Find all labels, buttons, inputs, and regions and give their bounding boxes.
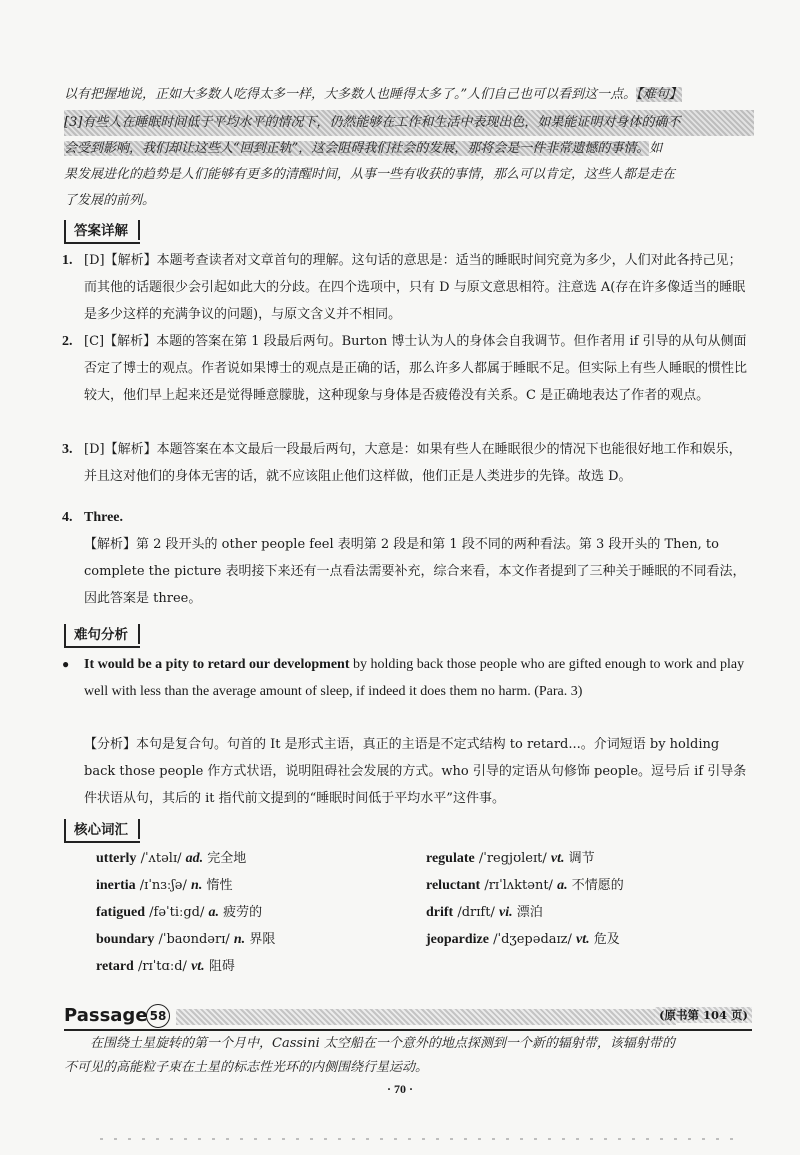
top-line-3-end: 如	[649, 141, 663, 156]
top-line-1: 以有把握地说，正如大多数人吃得太多一样，大多数人也睡得太多了。”人们自己也可以看到这一点。	[64, 87, 637, 102]
passage-bar	[64, 1003, 752, 1031]
difficult-sentence-tag: 【难句】	[636, 87, 682, 102]
difficult-sentence	[62, 651, 752, 705]
top-paragraph	[64, 82, 754, 214]
vocab-list-right	[426, 845, 746, 953]
passage-intro	[64, 1032, 754, 1080]
answer-number: 3.	[62, 442, 73, 457]
vocab-entry: inertia /ɪˈnɜːʃə/ n. 惰性	[96, 878, 233, 893]
vocab-entry: boundary /ˈbaʊndərɪ/ n. 界限	[96, 932, 276, 947]
bullet-icon: ●	[62, 657, 70, 671]
top-line-2: [3]有些人在睡眠时间低于平均水平的情况下，仍然能够在工作和生活中表现出色，如果能证明对身体的确不	[64, 110, 754, 136]
top-line-3: 会受到影响，我们却让这些人“回到正轨”，这会阻碍我们社会的发展，那将会是一件非常遗憾的事情。	[64, 141, 650, 156]
answer-item	[62, 247, 752, 328]
answer-number: 4.	[62, 510, 73, 525]
passage-label: Passage	[64, 1005, 148, 1026]
answer-item	[62, 328, 752, 409]
passage-number: 58	[146, 1004, 170, 1028]
vocab-entry: jeopardize /ˈdʒepədaɪz/ vt. 危及	[426, 932, 620, 947]
answer-text: 【解析】第 2 段开头的 other people feel 表明第 2 段是和第 1 段不同的两种看法。第 3 段开头的 Then, to complete the picture 表明接下来还有一点看法需要补充，综合来看，本文作者提到了三种关于睡眠的不同看法，因此答案是 three。	[84, 537, 746, 606]
passage-reference: (原书第 104 页)	[655, 1007, 752, 1023]
difficult-sentence-rest: by holding back those people who are gifted enough to work and play well with less than the average amount of sleep, if indeed it does them no harm. (Para. 3)	[84, 657, 745, 699]
answers-header: 答案详解	[64, 220, 140, 244]
vocab-entry: reluctant /rɪˈlʌktənt/ a. 不情愿的	[426, 878, 624, 893]
answer-number: 2.	[62, 334, 73, 349]
intro-line-2: 不可见的高能粒子束在土星的标志性光环的内侧围绕行星运动。	[64, 1060, 429, 1075]
answer-item-4	[62, 504, 752, 612]
passage-bar-pattern	[176, 1009, 676, 1025]
answer-text: [D]【解析】本题考查读者对文章首句的理解。这句话的意思是：适当的睡眠时间究竟为多少，人们对此各持己见；而其他的话题很少会引起如此大的分歧。在四个选项中，只有 D 与原文意思相符。注意选 A(存在许多像适当的睡眠是多少这样的充满争议的问题)，与原文含义并不相同。	[84, 253, 746, 322]
difficult-header: 难句分析	[64, 624, 140, 648]
answer-text: [D]【解析】本题答案在本文最后一段最后两句，大意是：如果有些人在睡眠很少的情况下也能很好地工作和娱乐，并且这对他们的身体无害的话，就不应该阻止他们这样做，他们正是人类进步的先锋。故选 D。	[84, 442, 742, 484]
difficult-sentence-bold: It would be a pity to retard our development	[84, 657, 350, 672]
answer-number: 1.	[62, 253, 73, 268]
vocab-entry: utterly /ˈʌtəlɪ/ ad. 完全地	[96, 851, 247, 866]
answer-text: [C]【解析】本题的答案在第 1 段最后两句。Burton 博士认为人的身体会自我调节。但作者用 if 引导的从句从侧面否定了博士的观点。作者说如果博士的观点是正确的话，那么许多人都属于睡眠不足。但实际上有些人睡眠的惯性比较大，他们早上起来还是觉得睡意朦胧，这种现象与身体是否疲倦没有关系。C 是正确地表达了作者的观点。	[84, 334, 748, 403]
vocab-list-left	[96, 845, 396, 980]
vocab-entry: regulate /ˈregjʊleɪt/ vt. 调节	[426, 851, 595, 866]
vocab-entry: drift /drɪft/ vi. 漂泊	[426, 905, 543, 920]
answer-item	[62, 436, 752, 490]
scan-artifact	[100, 1138, 740, 1140]
difficult-analysis	[62, 731, 752, 812]
vocab-entry: fatigued /fəˈtiːgd/ a. 疲劳的	[96, 905, 263, 920]
top-line-4: 果发展进化的趋势是人们能够有更多的清醒时间，从事一些有收获的事情，那么可以肯定，这些人都是走在	[64, 167, 676, 182]
answer-word: Three.	[84, 510, 124, 525]
vocab-entry: retard /rɪˈtɑːd/ vt. 阻碍	[96, 959, 235, 974]
top-line-5: 了发展的前列。	[64, 193, 156, 208]
page-number: · 70 ·	[386, 1082, 413, 1096]
intro-line-1: 在围绕土星旋转的第一个月中，Cassini 太空船在一个意外的地点探测到一个新的辐射带，该辐射带的	[90, 1036, 675, 1051]
vocab-header: 核心词汇	[64, 819, 140, 843]
analysis-text: 【分析】本句是复合句。句首的 It 是形式主语，真正的主语是不定式结构 to retard...。介词短语 by holding back those people 作方式状语，说明阻碍社会发展的方式。who 引导的定语从句修饰 people。逗号后 if 引导条件状语从句，其后的 it 指代前文提到的“睡眠时间低于平均水平”这件事。	[84, 737, 747, 806]
